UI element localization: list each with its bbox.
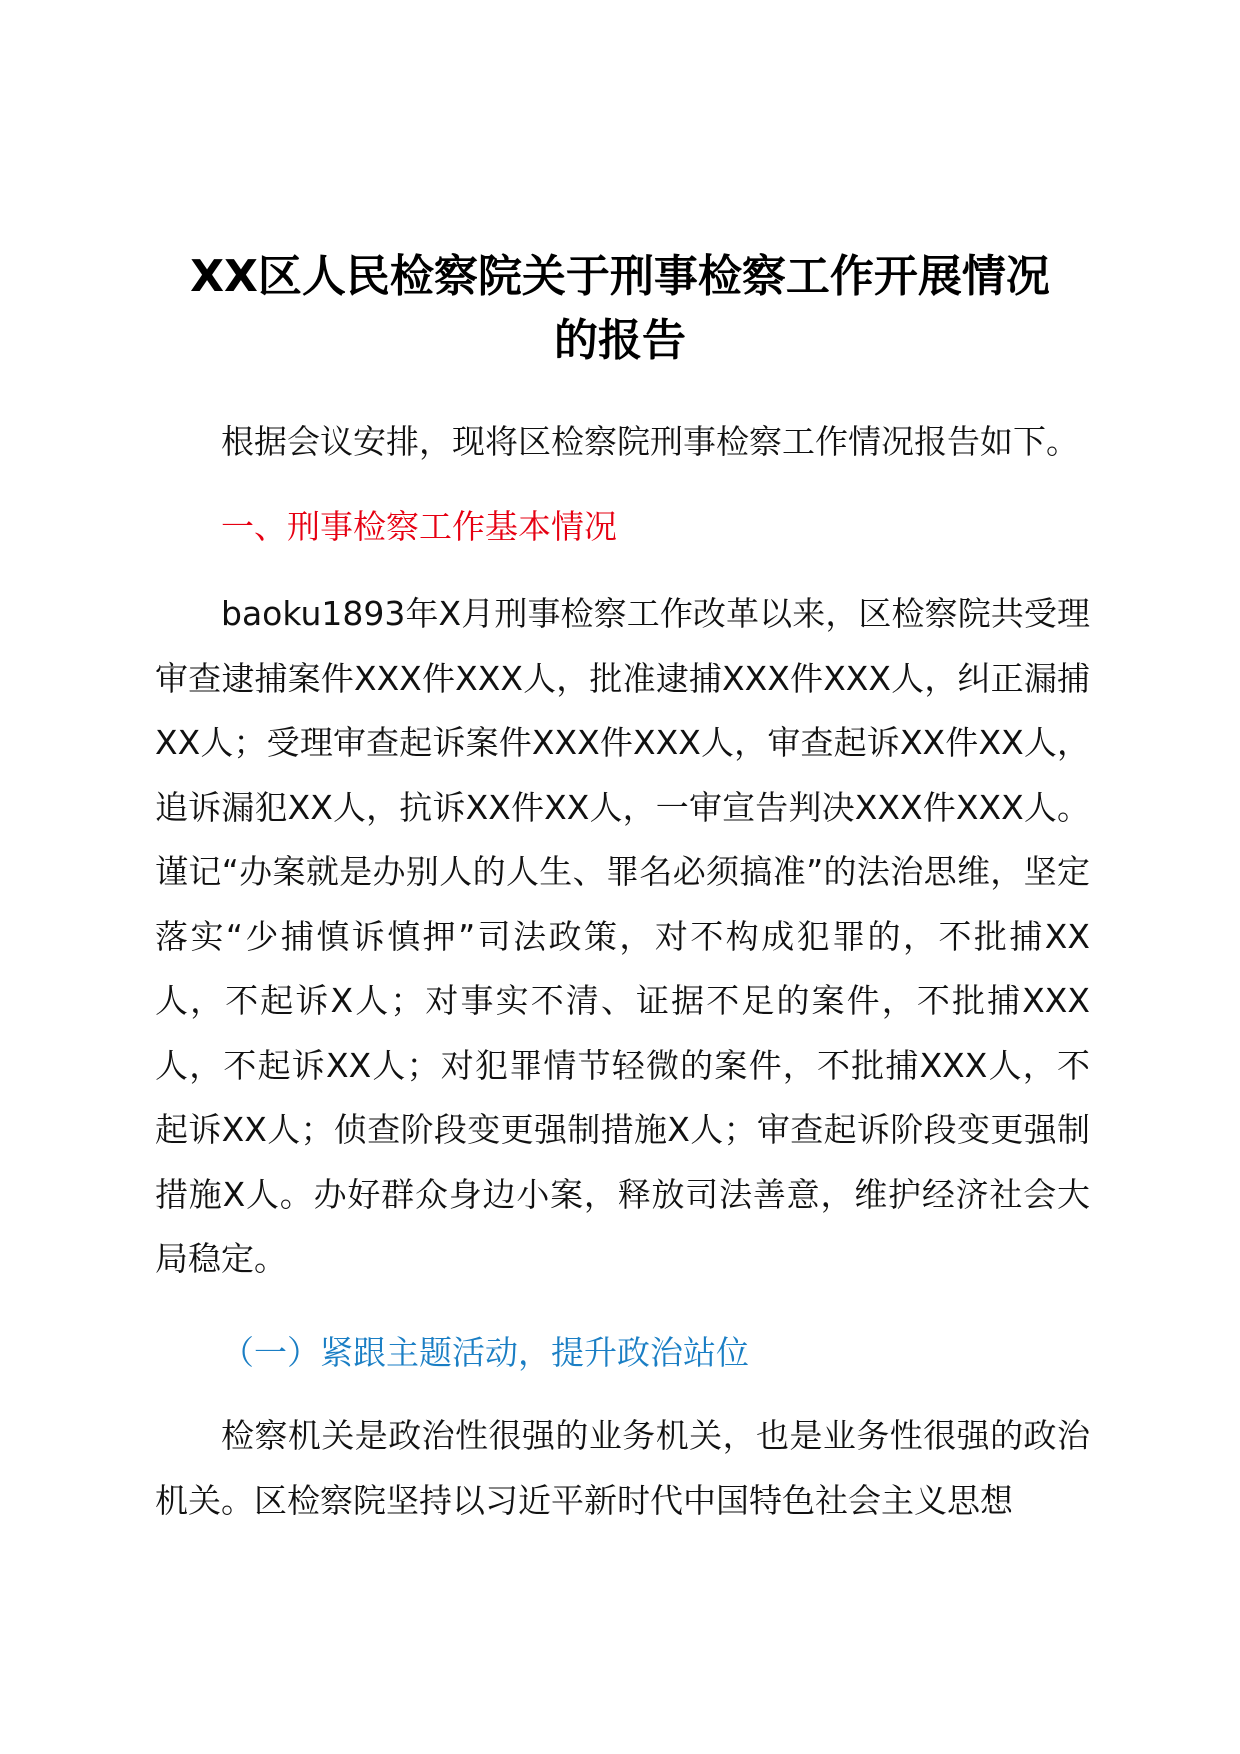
document-title-line-2: 的报告 [554, 315, 686, 366]
intro-paragraph: 根据会议安排，现将区检察院刑事检察工作情况报告如下。 [221, 422, 1079, 461]
section-1-heading: 一、刑事检察工作基本情况 [221, 507, 617, 546]
subsection-1-paragraph: 检察机关是政治性很强的业务机关，也是业务性很强的政治机关。区检察院坚持以习近平新时代中国特色社会主义思想 [155, 1416, 1090, 1520]
document-title-line-1: XX区人民检察院关于刑事检察工作开展情况 [190, 251, 1050, 302]
subsection-1-heading: （一）紧跟主题活动，提升政治站位 [221, 1333, 749, 1372]
section-1-paragraph: baoku1893年X月刑事检察工作改革以来，区检察院共受理审查逮捕案件XXX件XXX人，批准逮捕XXX件XXX人，纠正漏捕XX人；受理审查起诉案件XXX件XXX人，审查起诉XX件XX人，追诉漏犯XX人，抗诉XX件XX人，一审宣告判决XXX件XXX人。谨记“办案就是办别人的人生、罪名必须搞准”的法治思维，坚定落实“少捕慎诉慎押”司法政策，对不构成犯罪的，不批捕XX人，不起诉X人；对事实不清、证据不足的案件，不批捕XXX人，不起诉XX人；对犯罪情节轻微的案件，不批捕XXX人，不起诉XX人；侦查阶段变更强制措施X人；审查起诉阶段变更强制措施X人。办好群众身边小案，释放司法善意，维护经济社会大局稳定。 [155, 594, 1090, 1278]
document-title [150, 245, 1090, 373]
